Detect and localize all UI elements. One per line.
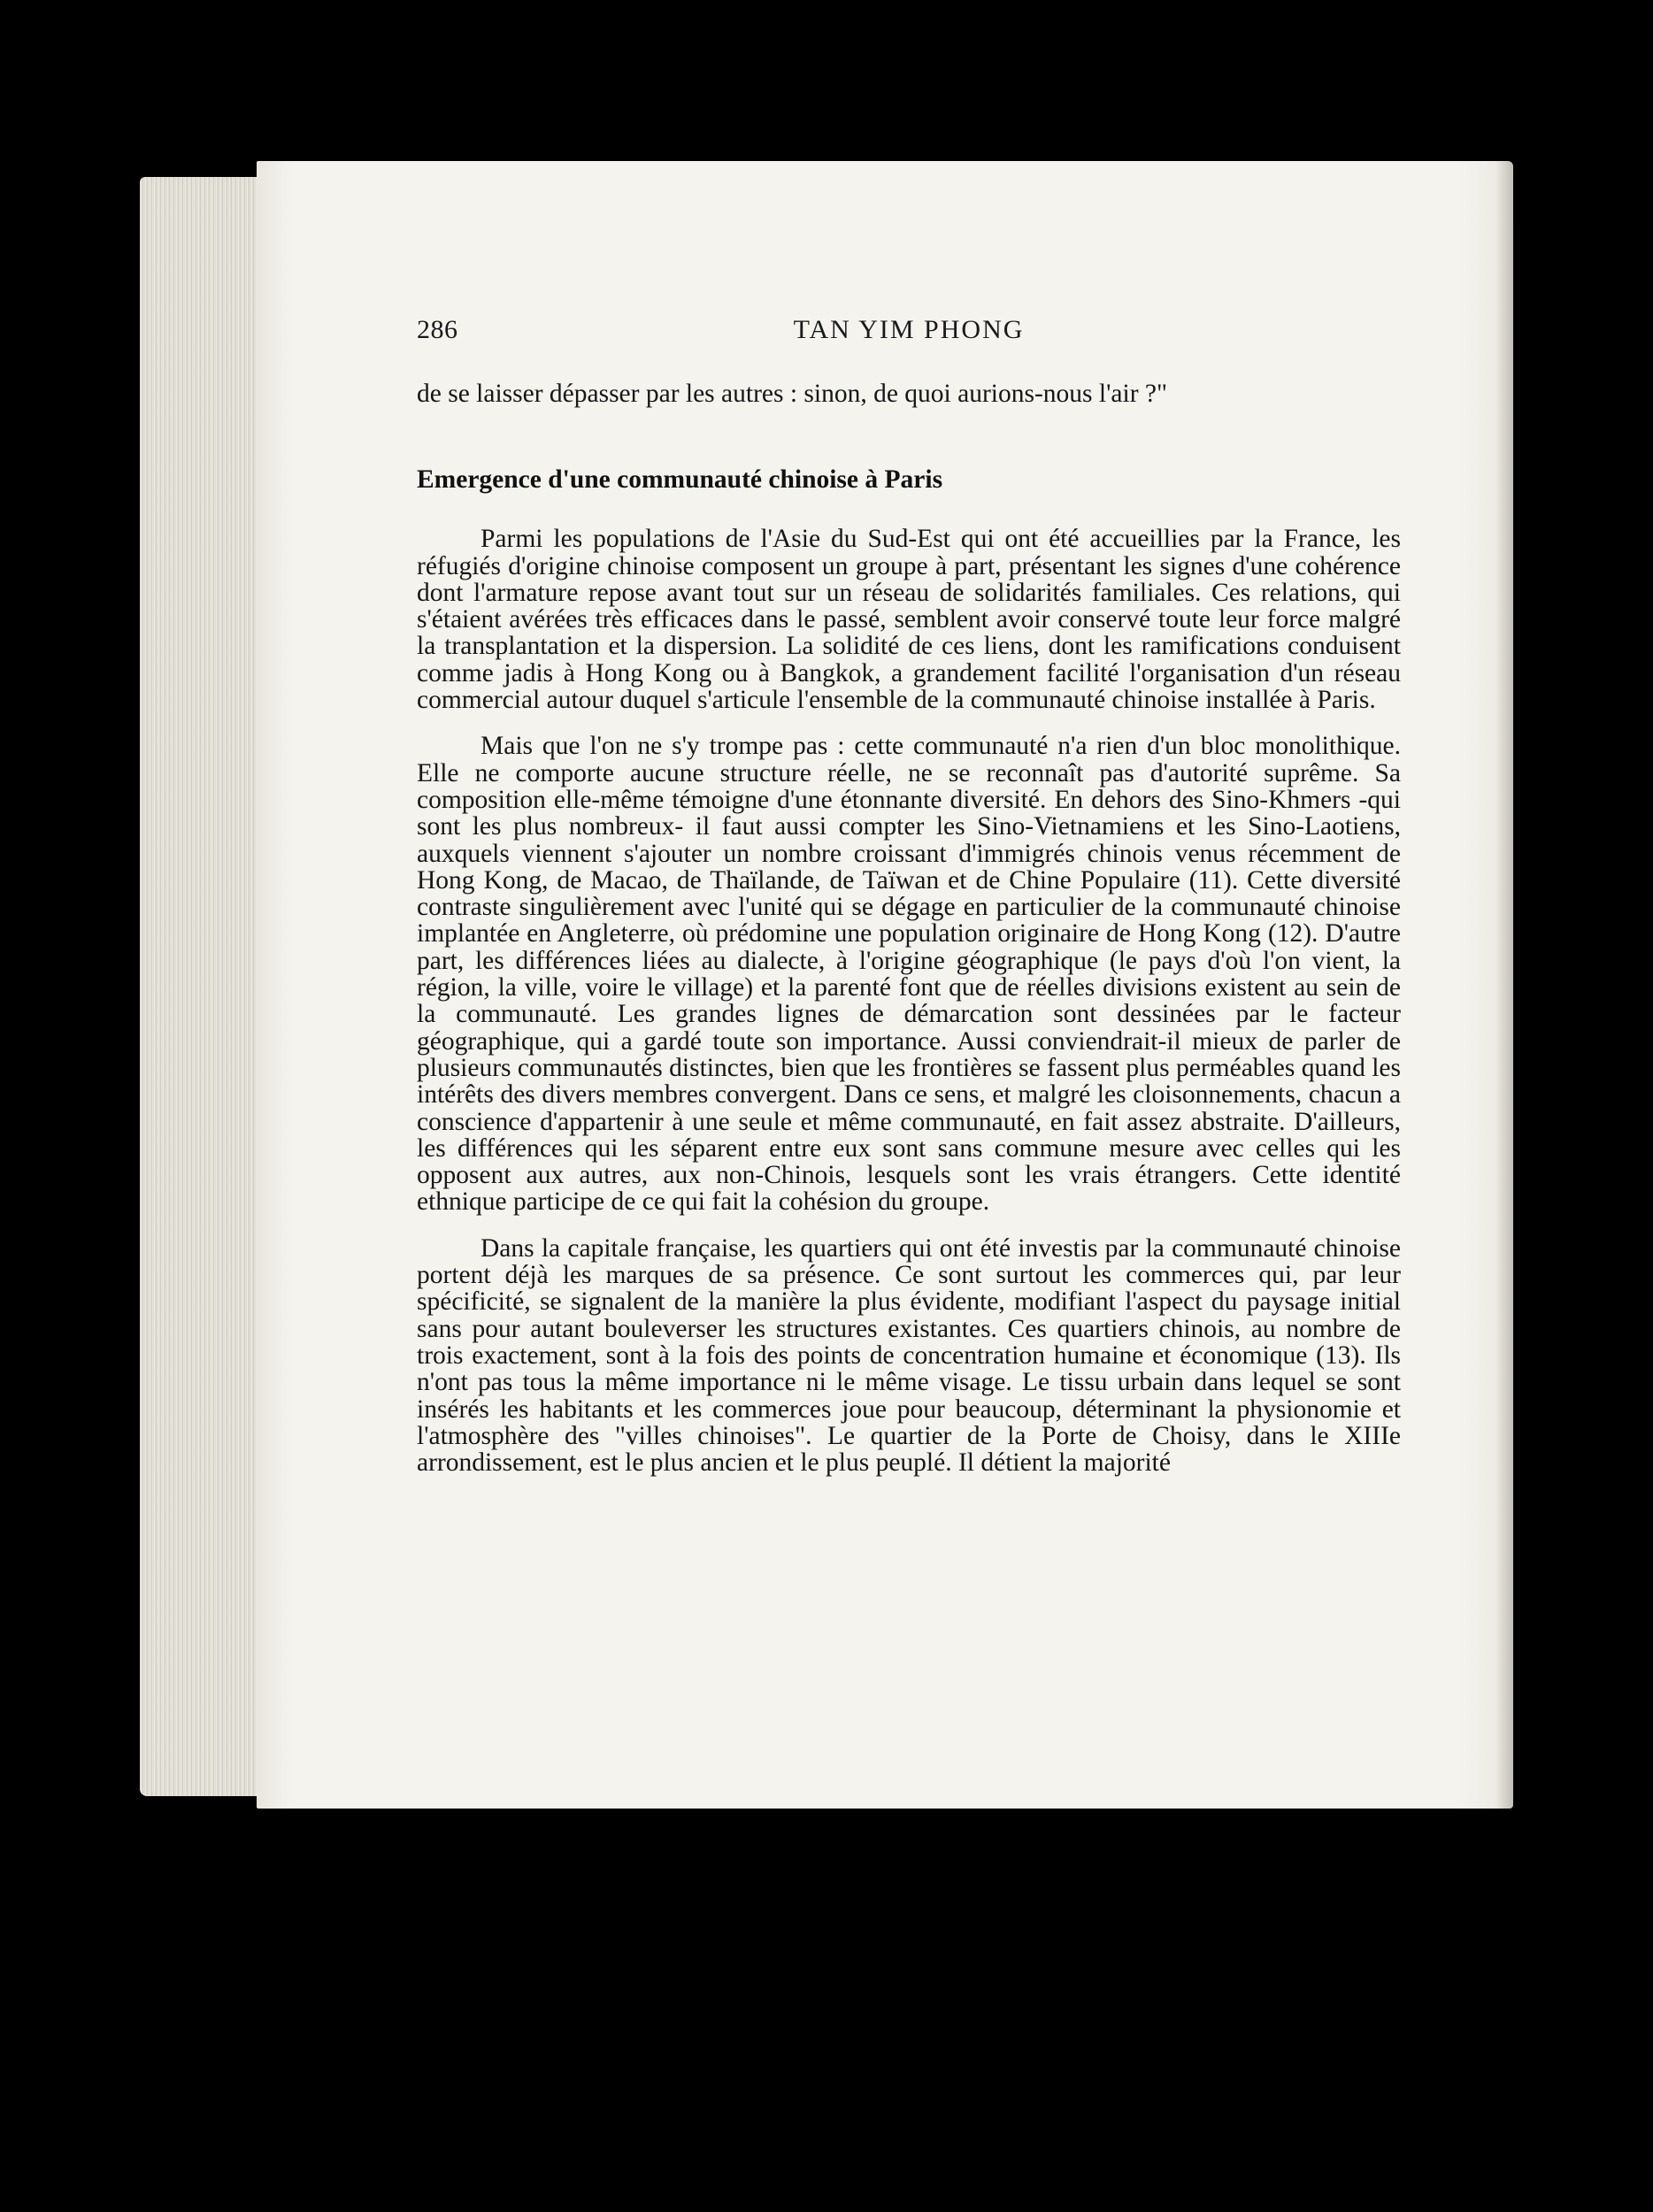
paragraph: Mais que l'on ne s'y trompe pas : cette communauté n'a rien d'un bloc monolithique. Elle ne comporte aucune structure réelle, ne se reconnaît pas d'autorité suprême. Sa composition elle-même témoigne d'une étonnante diversité. En dehors des Sino-Khmers -qui sont les plus nombreux- il faut aussi compter les Sino-Vietnamiens et les Sino-Laotiens, auxquels viennent s'ajouter un nombre croissant d'immigrés chinois venus récemment de Hong Kong, de Macao, de Thaïlande, de Taïwan et de Chine Populaire (11). Cette diversité contraste singulièrement avec l'unité qui se dégage en particulier de la communauté chinoise implantée en Angleterre, où prédomine une population originaire de Hong Kong (12). D'autre part, les différences liées au dialecte, à l'origine géographique (le pays d'où l'on vient, la région, la ville, voire le village) et la parenté font que de réelles divisions existent au sein de la communauté. Les grandes lignes de démarcation sont dessinées par le facteur géographique, qui a gardé toute son importance. Aussi conviendrait-il mieux de parler de plusieurs communautés distinctes, bien que les frontières se fassent plus perméables quand les intérêts des divers membres convergent. Dans ce sens, et malgré les cloisonnements, chacun a conscience d'appartenir à une seule et même communauté, en fait assez abstraite. D'ailleurs, les différences qui les séparent entre eux sont sans commune mesure avec celles qui les opposent aux autres, aux non-Chinois, lesquels sont les vrais étrangers. Cette identité ethnique participe de ce qui fait la cohésion du groupe. [417,732,1401,1217]
running-head: TAN YIM PHONG [793,315,1025,344]
body-text [417,380,1401,1495]
section-heading: Emergence d'une communauté chinoise à Paris [417,465,943,495]
page-gutter-shadow [1495,161,1513,1809]
continued-paragraph: de se laisser dépasser par les autres : sinon, de quoi aurions-nous l'air ?" [417,380,1168,408]
page-header [417,315,1401,359]
book-page [257,161,1513,1809]
page-number: 286 [417,315,458,344]
paragraph: Dans la capitale française, les quartiers qui ont été investis par la communauté chinoise portent déjà les marques de sa présence. Ce sont surtout les commerces qui, par leur spécificité, se signalent de la manière la plus évidente, modifiant l'aspect du paysage initial sans pour autant bouleverser les structures existantes. Ces quartiers chinois, au nombre de trois exactement, sont à la fois des points de concentration humaine et économique (13). Ils n'ont pas tous la même importance ni le même visage. Le tissu urbain dans lequel se sont insérés les habitants et les commerces joue pour beaucoup, déterminant la physionomie et l'atmosphère des "villes chinoises". Le quartier de la Porte de Choisy, dans le XIIIe arrondissement, est le plus ancien et le plus peuplé. Il détient la majorité [417,1233,1401,1478]
paragraph: Parmi les populations de l'Asie du Sud-Est qui ont été accueillies par la France, les réfugiés d'origine chinoise composent un groupe à part, présentant les signes d'une cohérence dont l'armature repose avant tout sur un réseau de solidarités familiales. Ces relations, qui s'étaient avérées très efficaces dans le passé, semblent avoir conservé toute leur force malgré la transplantation et la dispersion. La solidité de ces liens, dont les ramifications conduisent comme jadis à Hong Kong ou à Bangkok, a grandement facilité l'organisation d'un réseau commercial autour duquel s'articule l'ensemble de la communauté chinoise installée à Paris. [417,525,1401,715]
book-page-edges [140,177,273,1796]
